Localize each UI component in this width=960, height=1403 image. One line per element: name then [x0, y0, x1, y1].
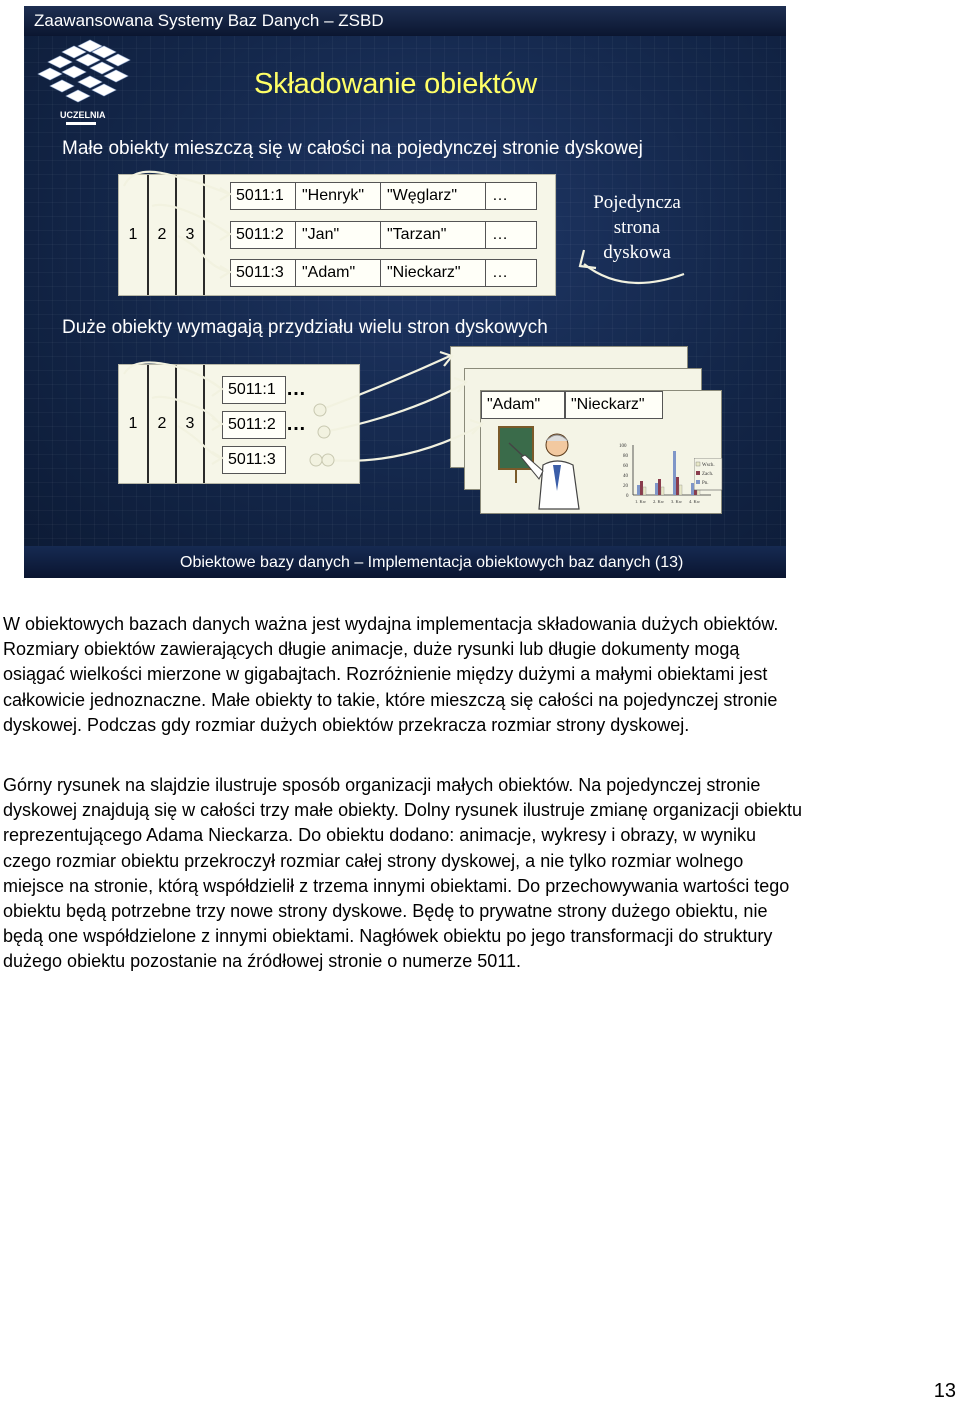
record-3-surname: "Nieckarz" [387, 264, 461, 281]
svg-text:Zach.: Zach. [702, 472, 714, 477]
page-number-2: 2 [157, 226, 167, 243]
svg-text:80: 80 [623, 454, 628, 459]
record-1-name: "Henryk" [302, 187, 365, 204]
large-record-1-id: 5011:1 [228, 381, 276, 398]
record-3-name: "Adam" [302, 264, 356, 281]
svg-text:Wsch.: Wsch. [702, 463, 715, 468]
bullet-small-objects: Małe obiekty mieszczą się w całości na pojedynczej stronie dyskowej [62, 138, 643, 159]
svg-text:4. Kw: 4. Kw [689, 499, 700, 504]
svg-text:100: 100 [619, 444, 627, 449]
logo-text: UCZELNIA [60, 110, 106, 120]
page-number: 13 [933, 1380, 956, 1402]
bullet-large-objects: Duże obiekty wymagają przydziału wielu stron dyskowych [62, 317, 548, 338]
pointer-arrows [24, 6, 786, 546]
slide-footer-text: Obiektowe bazy danych – Implementacja obiektowych baz danych (13) [180, 554, 684, 571]
slide-header-text: Zaawansowana Systemy Baz Danych – ZSBD [34, 11, 384, 30]
svg-text:3. Kw: 3. Kw [671, 499, 682, 504]
record-3-id: 5011:3 [236, 264, 284, 281]
page-number-1: 1 [128, 415, 138, 432]
large-record-2-id: 5011:2 [228, 416, 276, 433]
svg-text:0: 0 [626, 494, 629, 499]
page-number-3: 3 [185, 415, 195, 432]
slide-title: Składowanie obiektów [254, 68, 537, 100]
page-number-3: 3 [185, 226, 195, 243]
record-2-name: "Jan" [302, 226, 340, 243]
svg-text:1. Kw: 1. Kw [635, 499, 646, 504]
record-1-more: … [492, 187, 508, 204]
record-3-more: … [492, 264, 508, 281]
svg-text:Pn.: Pn. [702, 481, 709, 486]
svg-text:60: 60 [623, 464, 628, 469]
record-1-id: 5011:1 [236, 187, 284, 204]
svg-text:2. Kw: 2. Kw [653, 499, 664, 504]
paragraph-1: W obiektowych bazach danych ważna jest wydajna implementacja składowania dużych obiektów. Rozmiary obiektów zawierających długie animacje, duże rysunki lub długie dokumenty mogą osiągać wielkości mierzone w gigabajtach. Rozróżnienie między dużymi a małymi obiektami jest całkowicie jednoznaczne. Małe obiekty to takie, które mieszczą się całości na pojedynczej stronie dyskowej. Podczas gdy rozmiar dużych obiektów przekracza rozmiar strony dyskowej. [3, 614, 779, 735]
slide-footer [24, 546, 786, 578]
paragraph-2: Górny rysunek na slajdzie ilustruje sposób organizacji małych obiektów. Na pojedynczej stronie dyskowej znajdują się w całości trzy małe obiekty. Dolny rysunek ilustruje zmianę organizacji obiektu reprezentującego Adama Nieckarza. Do obiektu dodano: animacje, wykresy i obrazy, w wyniku czego rozmiar obiektu przekroczył rozmiar całej strony dyskowej, a nie tylko rozmiar wolnego miejsce na stronie, którą współdzielił z trzema innymi obiektami. Do przechowywania wartości tego obiektu będą potrzebne trzy nowe strony dyskowe. Będę to prywatne strony dużego obiektu, nie będą one współdzielone z innymi obiektami. Nagłówek obiektu po jego transformacji do struktury dużego obiektu pozostanie na źródłowej stronie o numerze 5011. [3, 775, 803, 972]
slide [24, 6, 786, 578]
svg-text:20: 20 [623, 484, 628, 489]
large-object-surname: "Nieckarz" [571, 396, 645, 413]
large-record-2-more: … [286, 413, 306, 435]
page-number-2: 2 [157, 415, 167, 432]
large-object-name: "Adam" [487, 396, 541, 413]
svg-text:40: 40 [623, 474, 628, 479]
record-1-surname: "Węglarz" [387, 187, 458, 204]
large-record-1-more: … [286, 378, 306, 400]
large-record-3-id: 5011:3 [228, 451, 276, 468]
record-2-id: 5011:2 [236, 226, 284, 243]
single-disk-page-label: Pojedyncza strona dyskowa [593, 192, 681, 263]
record-2-more: … [492, 226, 508, 243]
record-2-surname: "Tarzan" [387, 226, 447, 243]
page-number-1: 1 [128, 226, 138, 243]
